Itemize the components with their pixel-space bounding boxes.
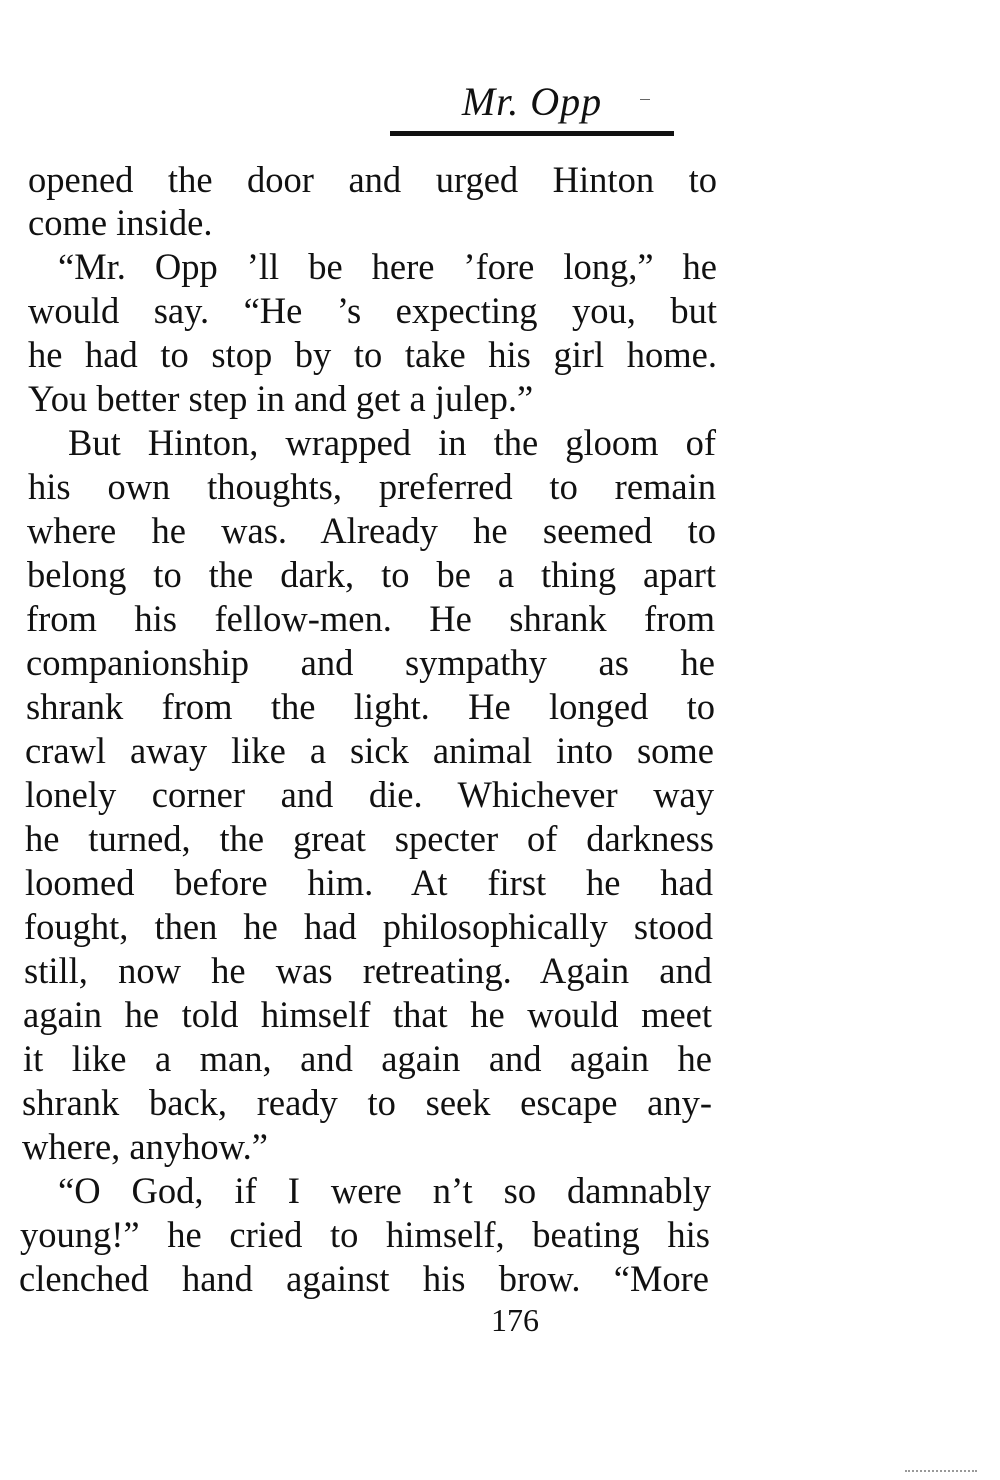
text-line: clenched hand against his brow. “More <box>19 1258 709 1299</box>
text-line: still, now he was retreating. Again and <box>24 950 712 991</box>
page-number: 176 <box>491 1302 539 1338</box>
text-line: where he was. Already he seemed to <box>27 510 716 551</box>
text-line: You better step in and get a julep.” <box>28 378 534 419</box>
header-mark <box>640 99 650 100</box>
running-head: Mr. Opp <box>461 79 603 124</box>
text-line: “O God, if I were n’t so damnably <box>58 1170 711 1211</box>
text-line: fought, then he had philosophically stood <box>24 906 713 947</box>
text-line: crawl away like a sick animal into some <box>25 730 714 771</box>
text-line: shrank back, ready to seek escape any- <box>22 1082 712 1123</box>
text-line: his own thoughts, preferred to remain <box>28 466 716 507</box>
scan-artifact <box>905 1470 977 1472</box>
text-line: belong to the dark, to be a thing apart <box>27 554 716 595</box>
text-line: would say. “He ’s expecting you, but <box>28 290 717 331</box>
text-line: come inside. <box>28 202 213 243</box>
text-line: opened the door and urged Hinton to <box>28 159 717 200</box>
text-line: he turned, the great specter of darkness <box>25 818 714 859</box>
text-line: lonely corner and die. Whichever way <box>25 774 714 815</box>
text-line: young!” he cried to himself, beating his <box>20 1214 710 1255</box>
text-line: from his fellow-men. He shrank from <box>26 598 715 639</box>
text-line: where, anyhow.” <box>22 1126 268 1167</box>
text-line: companionship and sympathy as he <box>26 642 715 683</box>
text-line: again he told himself that he would meet <box>23 994 712 1035</box>
text-line: loomed before him. At first he had <box>25 862 713 903</box>
text-line: But Hinton, wrapped in the gloom of <box>68 422 716 463</box>
text-line: it like a man, and again and again he <box>23 1038 712 1079</box>
text-line: he had to stop by to take his girl home. <box>28 334 717 375</box>
text-line: “Mr. Opp ’ll be here ’fore long,” he <box>58 246 717 287</box>
text-line: shrank from the light. He longed to <box>26 686 715 727</box>
header-rule <box>390 131 674 136</box>
